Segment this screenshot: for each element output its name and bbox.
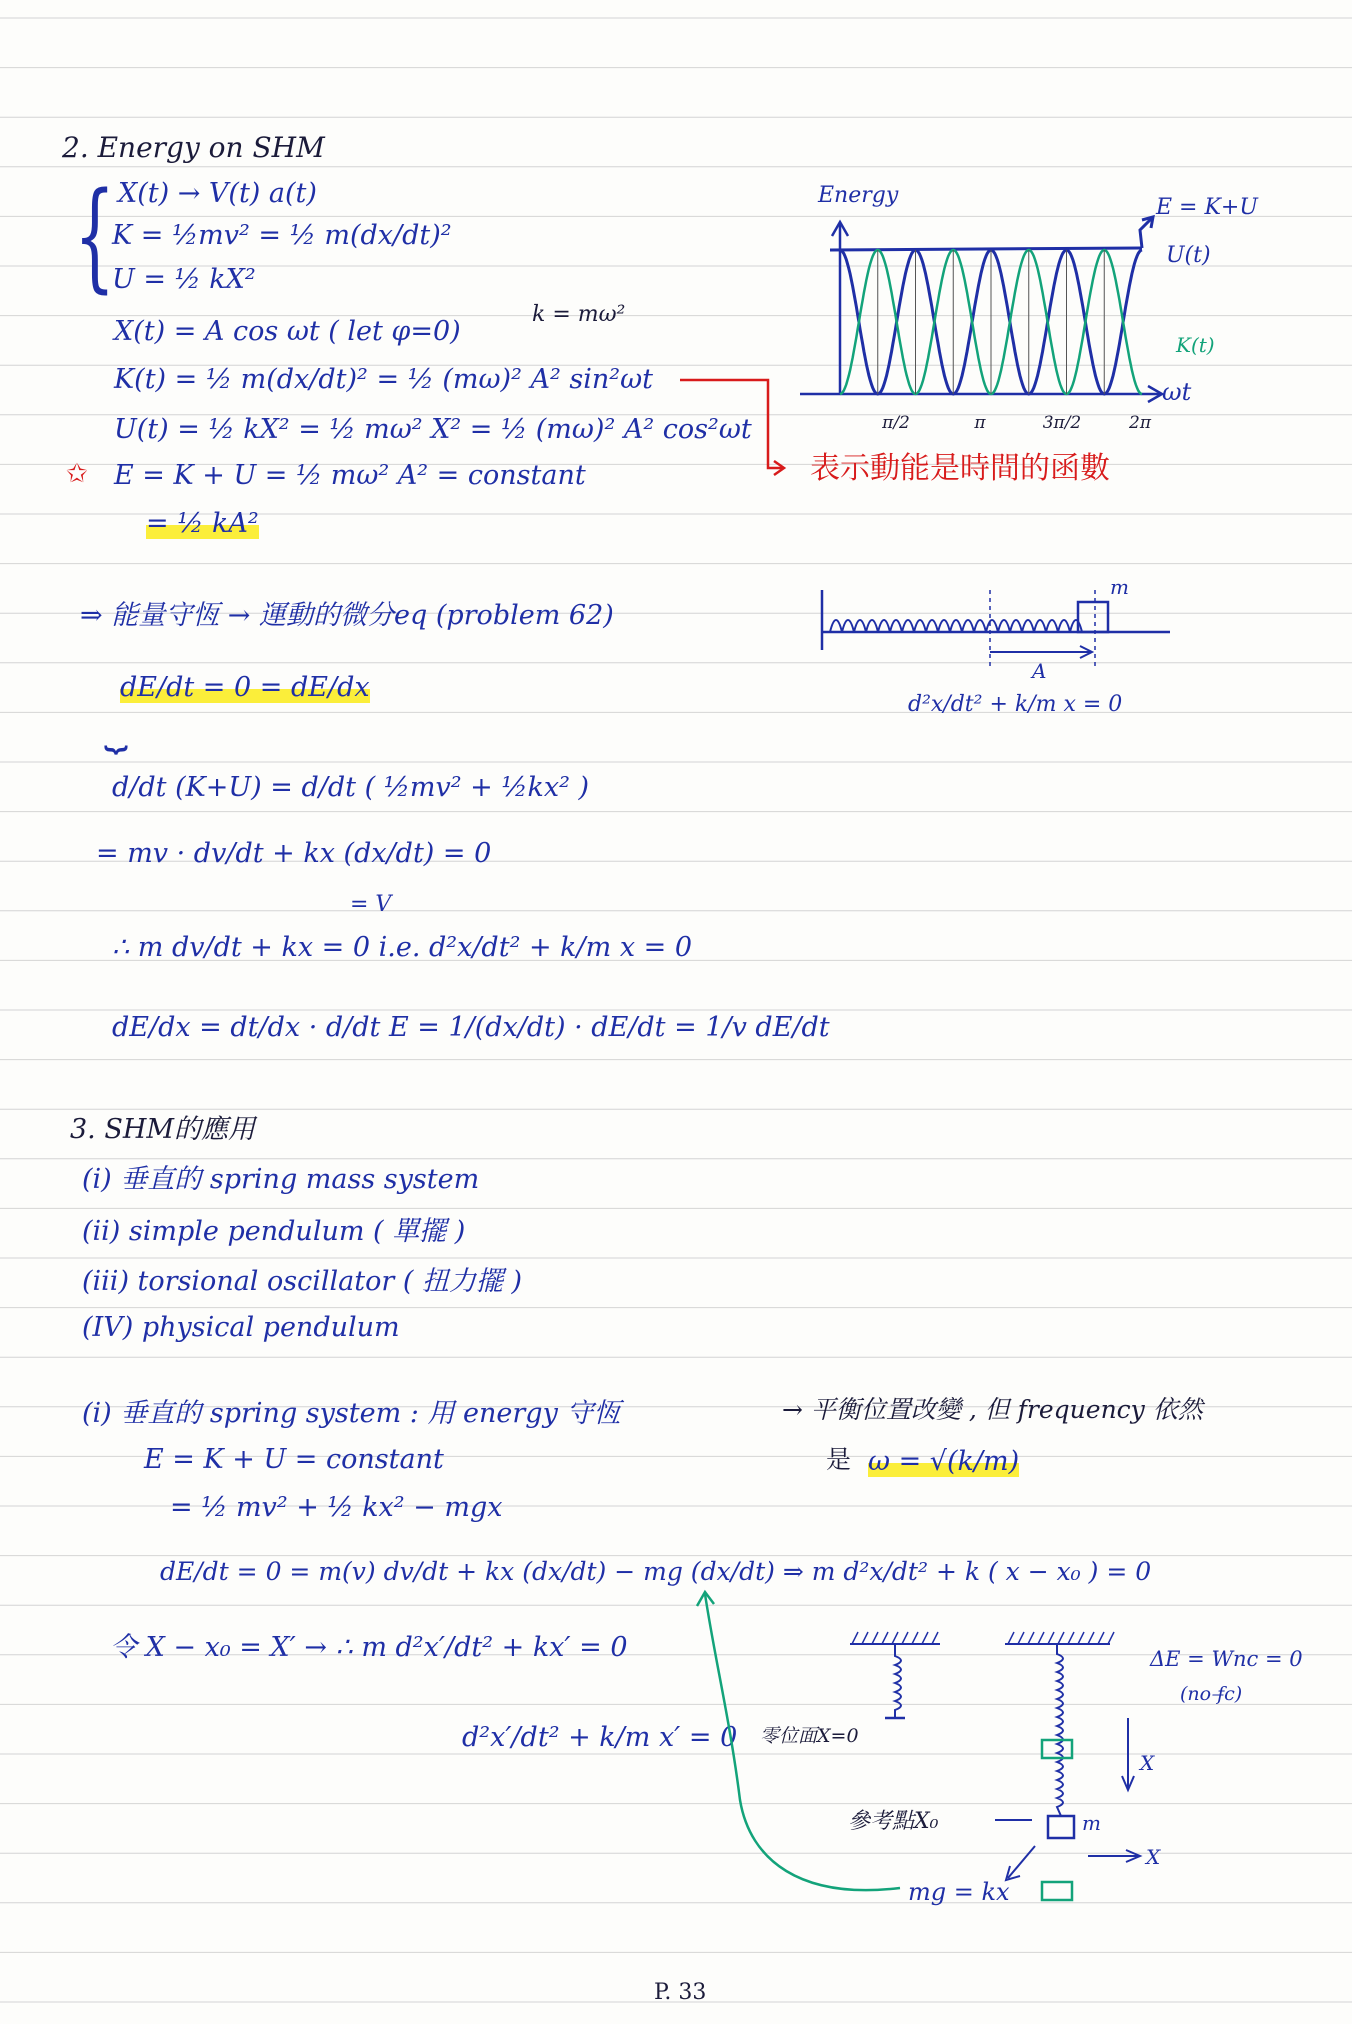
- energy-graph: [790, 180, 1258, 440]
- diag2-mg: mg = kx: [908, 1878, 1010, 1906]
- sec3-item-1: (i) 垂直的 spring mass system: [82, 1164, 480, 1195]
- vert-line-1: (i) 垂直的 spring system : 用 energy 守恆: [82, 1398, 621, 1429]
- vert-note-1: → 平衡位置改變 , 但 frequency 依然: [782, 1395, 1203, 1424]
- sec2-line-1: X(t) → V(t) a(t): [118, 178, 317, 209]
- sec2-line-8: = ½ kA²: [146, 508, 259, 539]
- cons-line-4: = mv · dv/dt + kx (dx/dt) = 0: [96, 838, 492, 869]
- sec2-line-4: X(t) = A cos ωt ( let φ=0): [114, 316, 461, 347]
- graph-e-arrow: [1140, 218, 1152, 248]
- graph-k-label: K(t): [1176, 333, 1215, 357]
- graph-u-label: U(t): [1166, 243, 1211, 268]
- vert-note-2b: ω = √(k/m): [868, 1446, 1020, 1477]
- vert-line-6: d²x′/dt² + k/m x′ = 0: [462, 1722, 738, 1753]
- mass-block: [1078, 602, 1108, 632]
- cons-line-6: ∴ m dv/dt + kx = 0 i.e. d²x/dt² + k/m x = 0: [112, 932, 693, 963]
- sec2-line-7: E = K + U = ½ mω² A² = constant: [114, 460, 586, 491]
- red-note: 表示動能是時間的函數: [810, 451, 1110, 486]
- sec2-line-4-note: k = mω²: [532, 302, 626, 327]
- equation-brace: {: [74, 166, 116, 304]
- graph-tick-1: π/2: [882, 413, 910, 433]
- graph-ylabel: Energy: [818, 183, 899, 208]
- spring1-eq: d²x/dt² + k/m x = 0: [908, 692, 1123, 717]
- graph-tick-3: 3π/2: [1042, 413, 1082, 433]
- spring1-a: A: [1032, 659, 1047, 683]
- vert-note-2a: 是: [826, 1445, 852, 1474]
- graph-tick-2: π: [974, 413, 986, 433]
- section-2-heading: 2. Energy on SHM: [62, 131, 325, 164]
- sec2-line-5: K(t) = ½ m(dx/dt)² = ½ (mω)² A² sin²ωt: [114, 364, 653, 395]
- sec3-item-4: (IV) physical pendulum: [82, 1312, 400, 1343]
- vert-line-4: dE/dt = 0 = m(v) dv/dt + kx (dx/dt) − mg (dx/dt) ⇒ m d²x/dt² + k ( x − x₀ ) = 0: [160, 1557, 1152, 1586]
- diag2-zero-label: 零位面X=0: [760, 1725, 859, 1747]
- sec2-line-6: U(t) = ½ kX² = ½ mω² X² = ½ (mω)² A² cos²ωt: [114, 414, 752, 445]
- cons-line-2: dE/dt = 0 = dE/dx: [120, 672, 370, 703]
- sec2-line-2: K = ½mv² = ½ m(dx/dt)²: [112, 220, 452, 251]
- star-icon: ✩: [66, 459, 88, 489]
- graph-e-label: E = K+U: [1156, 195, 1258, 220]
- cons-line-3: d/dt (K+U) = d/dt ( ½mv² + ½kx² ): [112, 772, 590, 803]
- underbrace: ⏟: [104, 706, 128, 752]
- vert-line-3: = ½ mv² + ½ kx² − mgx: [170, 1492, 503, 1523]
- cons-line-5: = V: [350, 892, 392, 917]
- sec3-item-2: (ii) simple pendulum ( 單擺 ): [82, 1216, 466, 1247]
- section-3-heading: 3. SHM的應用: [70, 1114, 256, 1145]
- green-block-bottom: [1042, 1882, 1072, 1900]
- page-number: P. 33: [654, 1980, 707, 2005]
- diag2-nofric: (no f̶c): [1180, 1683, 1243, 1705]
- green-block-mid: [1042, 1740, 1072, 1758]
- diag2-x-right: X: [1146, 1845, 1161, 1869]
- vertical-spring-diagram: [760, 1620, 1340, 1950]
- sec2-line-3: U = ½ kX²: [112, 264, 256, 295]
- diag2-de: ΔE = Wnc = 0: [1150, 1647, 1303, 1671]
- mass-block-vert: [1048, 1816, 1074, 1838]
- cons-line-7: dE/dx = dt/dx · d/dt E = 1/(dx/dt) · dE/dt = 1/v dE/dt: [112, 1012, 830, 1043]
- graph-x-label: ωt: [1162, 378, 1192, 406]
- diag2-x-down: X: [1140, 1751, 1155, 1775]
- vert-line-2: E = K + U = constant: [144, 1444, 444, 1475]
- cons-line-1: ⇒ 能量守恆 → 運動的微分eq (problem 62): [80, 600, 614, 631]
- vert-line-5: 令 X − x₀ = X′ → ∴ m d²x′/dt² + kx′ = 0: [110, 1632, 628, 1663]
- diag2-m-label: m: [1082, 1811, 1101, 1835]
- spring1-m: m: [1110, 575, 1129, 599]
- diag2-ref-label: 參考點X₀: [848, 1809, 939, 1834]
- sec3-item-3: (iii) torsional oscillator ( 扭力擺 ): [82, 1266, 523, 1297]
- graph-tick-4: 2π: [1129, 413, 1151, 433]
